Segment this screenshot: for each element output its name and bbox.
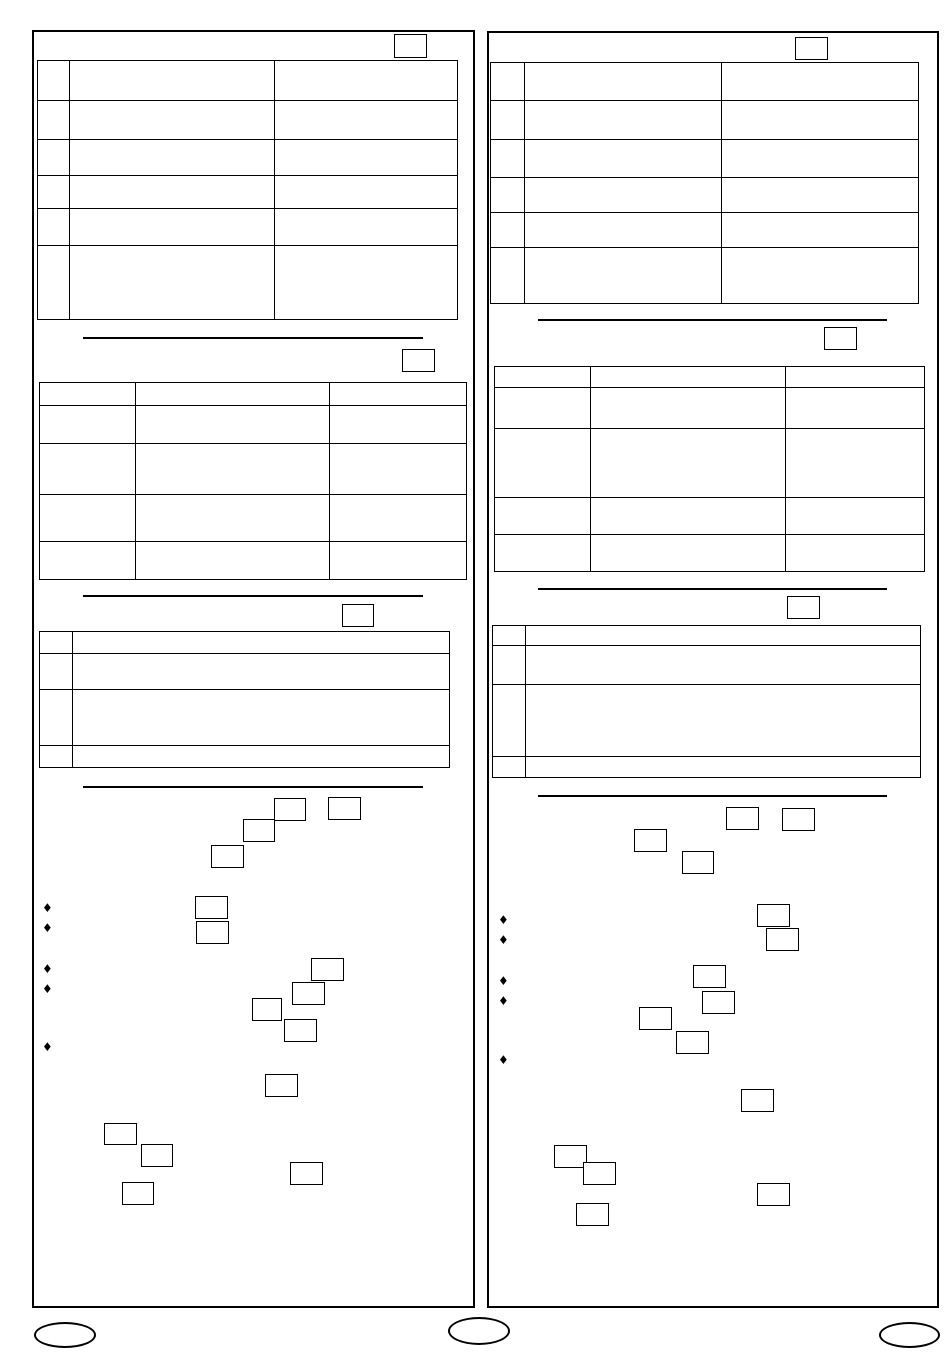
answer-box[interactable] (328, 797, 361, 820)
page-number-oval-center (448, 1317, 510, 1345)
answer-box[interactable] (290, 1162, 323, 1185)
table-row (40, 654, 450, 690)
table-cell (495, 498, 591, 535)
table-cell (786, 498, 925, 535)
section-divider (538, 588, 887, 590)
table-cell (70, 140, 275, 176)
table-row (495, 388, 925, 429)
bullet-icon: ♦ (498, 913, 509, 927)
table-row (495, 535, 925, 572)
answer-box[interactable] (402, 349, 435, 372)
table-cell (525, 178, 722, 213)
table-cell (525, 63, 722, 101)
left-table-2 (39, 382, 467, 580)
table-cell (526, 626, 921, 646)
answer-box[interactable] (211, 845, 244, 868)
table-cell (786, 367, 925, 388)
table-cell (525, 140, 722, 178)
answer-box[interactable] (265, 1074, 298, 1097)
table-cell (73, 632, 450, 654)
table-cell (330, 542, 467, 580)
table-row (493, 685, 921, 757)
section-divider (83, 337, 423, 339)
table-row (40, 542, 467, 580)
table-row (40, 746, 450, 768)
answer-box[interactable] (676, 1031, 709, 1054)
table-cell (722, 213, 919, 248)
table-cell (73, 654, 450, 690)
table-cell (38, 61, 70, 101)
table-cell (275, 246, 458, 320)
table-row (491, 248, 919, 304)
section-divider (83, 786, 423, 788)
table-row (495, 429, 925, 498)
answer-box[interactable] (311, 958, 344, 981)
table-row (40, 632, 450, 654)
table-cell (275, 140, 458, 176)
answer-box[interactable] (693, 965, 726, 988)
table-row (491, 213, 919, 248)
table-row (40, 406, 467, 444)
table-cell (40, 654, 73, 690)
answer-box[interactable] (741, 1089, 774, 1112)
table-cell (38, 246, 70, 320)
table-cell (70, 246, 275, 320)
table-cell (591, 388, 786, 429)
section-divider (538, 319, 887, 321)
table-cell (38, 176, 70, 209)
right-table-2 (494, 366, 925, 572)
table-row (40, 690, 450, 746)
table-cell (491, 101, 525, 140)
table-cell (40, 632, 73, 654)
table-cell (491, 63, 525, 101)
table-cell (525, 101, 722, 140)
bullet-icon: ♦ (42, 982, 53, 996)
table-cell (73, 746, 450, 768)
table-cell (493, 646, 526, 685)
table-row (38, 246, 458, 320)
bullet-icon: ♦ (42, 921, 53, 935)
table-cell (493, 685, 526, 757)
table-row (493, 757, 921, 778)
bullet-icon: ♦ (498, 974, 509, 988)
table-cell (526, 646, 921, 685)
answer-box[interactable] (292, 982, 325, 1005)
answer-box[interactable] (122, 1182, 154, 1205)
table-cell (40, 383, 136, 406)
table-row (495, 367, 925, 388)
table-row (491, 140, 919, 178)
table-cell (493, 626, 526, 646)
table-row (38, 140, 458, 176)
table-cell (136, 495, 330, 542)
answer-box[interactable] (576, 1203, 609, 1226)
table-cell (491, 178, 525, 213)
table-row (493, 646, 921, 685)
page-number-oval-right (879, 1322, 940, 1348)
answer-box[interactable] (757, 1183, 790, 1206)
table-row (40, 444, 467, 495)
answer-box[interactable] (726, 807, 759, 830)
table-cell (493, 757, 526, 778)
table-cell (495, 535, 591, 572)
left-table-3 (39, 631, 450, 768)
table-cell (491, 248, 525, 304)
answer-box[interactable] (394, 34, 427, 58)
section-divider (538, 795, 887, 797)
table-cell (73, 690, 450, 746)
bullet-icon: ♦ (42, 901, 53, 915)
table-cell (591, 367, 786, 388)
answer-box[interactable] (787, 596, 820, 619)
table-cell (491, 213, 525, 248)
table-cell (495, 429, 591, 498)
table-cell (275, 101, 458, 140)
answer-box[interactable] (342, 604, 374, 627)
answer-box[interactable] (252, 998, 282, 1021)
table-cell (330, 495, 467, 542)
answer-box[interactable] (274, 798, 306, 821)
table-cell (70, 101, 275, 140)
table-cell (591, 429, 786, 498)
answer-box[interactable] (639, 1007, 672, 1030)
table-cell (40, 444, 136, 495)
right-table-3 (492, 625, 921, 778)
bullet-icon: ♦ (498, 933, 509, 947)
table-cell (40, 495, 136, 542)
table-cell (330, 444, 467, 495)
table-cell (40, 406, 136, 444)
table-cell (275, 209, 458, 246)
section-divider (83, 595, 423, 597)
table-row (40, 495, 467, 542)
answer-box[interactable] (702, 991, 735, 1014)
answer-box[interactable] (795, 37, 828, 60)
table-cell (38, 140, 70, 176)
table-cell (136, 406, 330, 444)
table-cell (40, 542, 136, 580)
table-cell (136, 542, 330, 580)
answer-box[interactable] (195, 896, 228, 919)
answer-box[interactable] (141, 1144, 173, 1167)
answer-box[interactable] (782, 808, 815, 831)
table-cell (722, 63, 919, 101)
answer-box[interactable] (284, 1019, 317, 1042)
answer-box[interactable] (196, 921, 229, 944)
table-cell (330, 406, 467, 444)
table-cell (70, 209, 275, 246)
table-row (491, 63, 919, 101)
table-row (38, 209, 458, 246)
table-cell (70, 61, 275, 101)
table-row (38, 176, 458, 209)
table-row (491, 178, 919, 213)
table-cell (526, 685, 921, 757)
table-cell (40, 746, 73, 768)
table-cell (136, 383, 330, 406)
table-cell (722, 140, 919, 178)
answer-box[interactable] (634, 829, 667, 852)
table-cell (786, 388, 925, 429)
table-cell (525, 248, 722, 304)
bullet-icon: ♦ (498, 994, 509, 1008)
table-cell (722, 248, 919, 304)
table-cell (525, 213, 722, 248)
answer-box[interactable] (766, 928, 799, 951)
right-table-1 (490, 62, 919, 304)
table-row (38, 101, 458, 140)
table-cell (591, 535, 786, 572)
table-cell (38, 101, 70, 140)
table-cell (330, 383, 467, 406)
page-number-oval-left (34, 1322, 96, 1348)
answer-box[interactable] (824, 327, 857, 350)
table-row (40, 383, 467, 406)
answer-box[interactable] (583, 1162, 616, 1185)
table-cell (591, 498, 786, 535)
table-cell (70, 176, 275, 209)
table-cell (495, 388, 591, 429)
table-cell (722, 101, 919, 140)
table-cell (491, 140, 525, 178)
table-cell (275, 61, 458, 101)
bullet-icon: ♦ (42, 962, 53, 976)
table-cell (136, 444, 330, 495)
table-cell (722, 178, 919, 213)
answer-box[interactable] (243, 819, 275, 842)
answer-box[interactable] (757, 904, 790, 927)
table-cell (786, 429, 925, 498)
answer-box[interactable] (682, 851, 714, 874)
table-cell (40, 690, 73, 746)
answer-box[interactable] (104, 1123, 137, 1145)
bullet-icon: ♦ (498, 1053, 509, 1067)
table-row (495, 498, 925, 535)
table-cell (526, 757, 921, 778)
table-row (493, 626, 921, 646)
table-cell (38, 209, 70, 246)
bullet-icon: ♦ (42, 1040, 53, 1054)
table-cell (786, 535, 925, 572)
table-row (491, 101, 919, 140)
left-table-1 (37, 60, 458, 320)
table-cell (495, 367, 591, 388)
table-row (38, 61, 458, 101)
table-cell (275, 176, 458, 209)
